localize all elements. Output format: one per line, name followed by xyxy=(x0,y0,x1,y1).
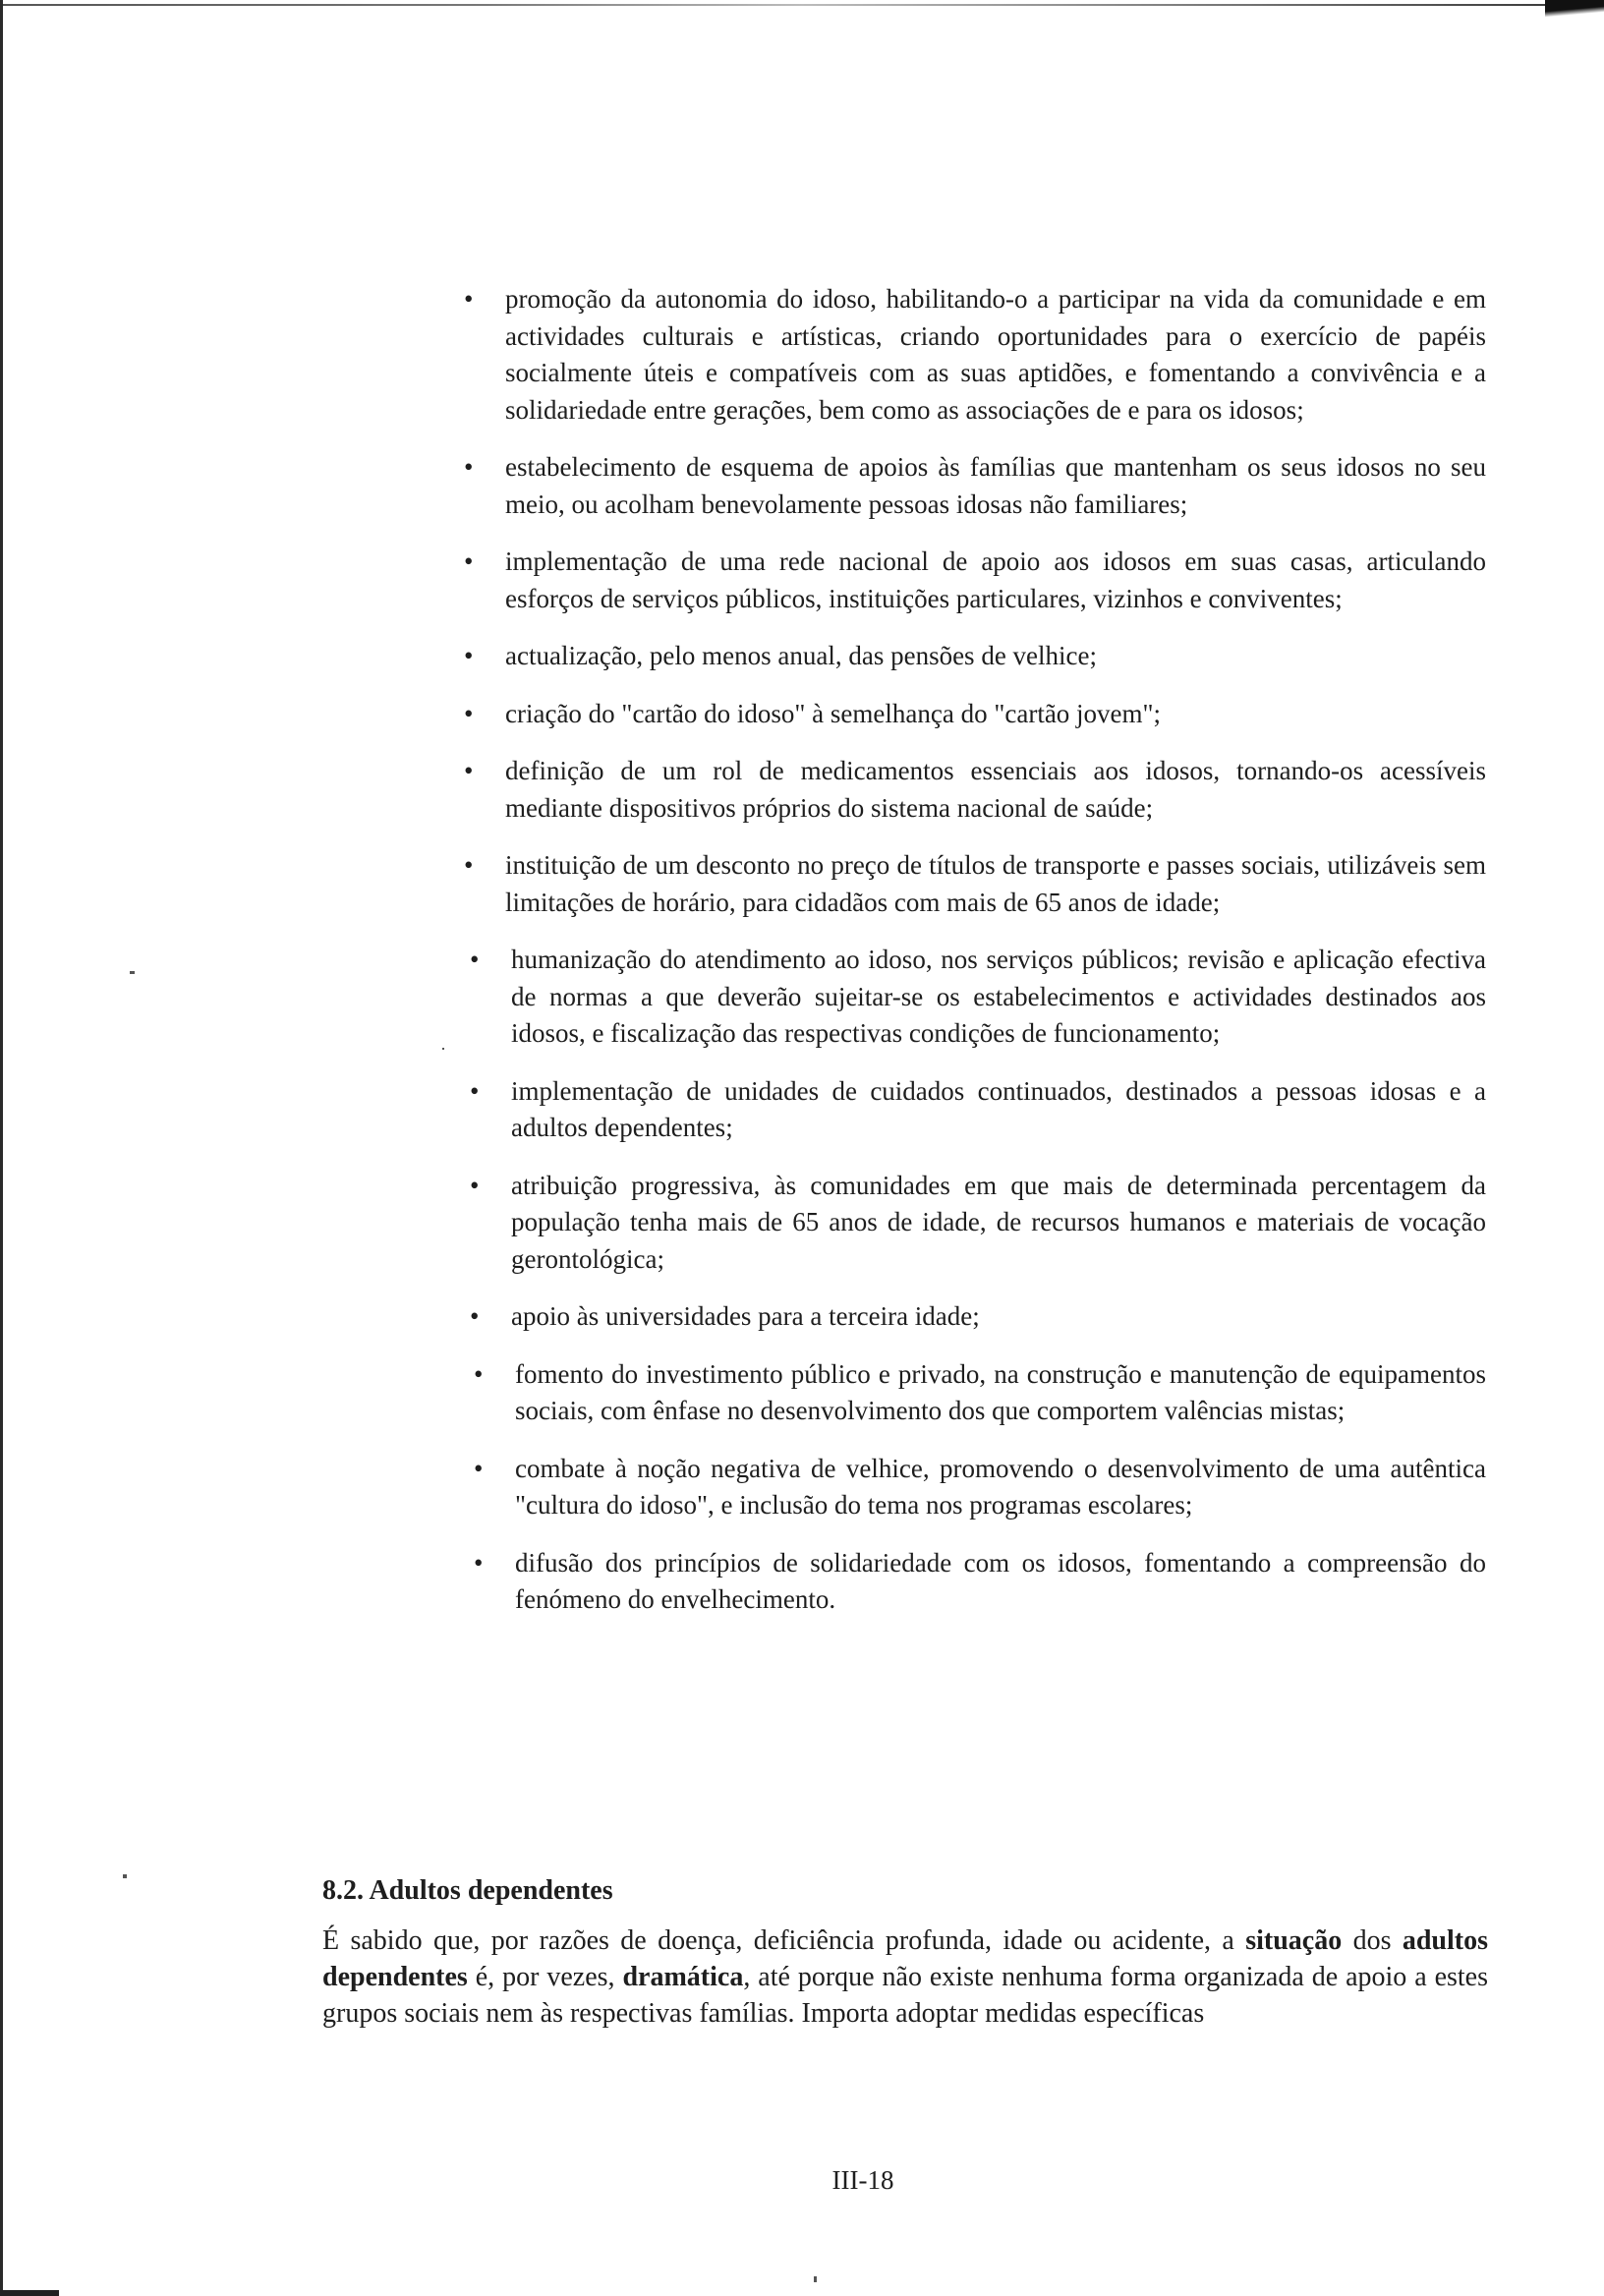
scan-corner-mark xyxy=(1545,0,1604,24)
list-item: • humanização do atendimento ao idoso, nos serviços públicos; revisão e aplicação efectiva de normas a que deverão sujeitar-se os estabelecimentos e actividades destinados aos idosos, e fiscalização das respectivas condições de funcionamento; xyxy=(511,942,1486,1053)
list-item: • implementação de unidades de cuidados continuados, destinados a pessoas idosas e a adultos dependentes; xyxy=(511,1073,1486,1147)
list-item: • criação do "cartão do idoso" à semelhança do "cartão jovem"; xyxy=(505,696,1486,733)
scan-speck xyxy=(130,971,135,974)
section-heading: 8.2. Adultos dependentes xyxy=(322,1875,613,1906)
list-item: • apoio às universidades para a terceira idade; xyxy=(511,1298,1486,1336)
paragraph-emphasis: situação xyxy=(1245,1925,1343,1956)
section-paragraph xyxy=(322,1923,1488,2032)
list-item: • fomento do investimento público e privado, na construção e manutenção de equipamentos sociais, com ênfase no desenvolvimento dos que comportem valências mistas; xyxy=(515,1356,1486,1430)
scan-speck xyxy=(442,1048,444,1050)
paragraph-emphasis: dramática xyxy=(622,1962,744,1992)
list-item: • promoção da autonomia do idoso, habilitando-o a participar na vida da comunidade e em actividades culturais e artísticas, criando oportunidades para o exercício de papéis socialmente úteis e compatíveis com as suas aptidões, e fomentando a convivência e a solidariedade entre gerações, bem como as associações de e para os idosos; xyxy=(505,281,1486,429)
list-item: • instituição de um desconto no preço de títulos de transporte e passes sociais, utilizáveis sem limitações de horário, para cidadãos com mais de 65 anos de idade; xyxy=(505,847,1486,921)
paragraph-text: dos xyxy=(1342,1925,1403,1956)
paragraph-emphasis: adultos dependentes xyxy=(322,1925,1488,1992)
scan-speck xyxy=(814,2276,817,2282)
scan-top-edge xyxy=(0,4,1604,6)
list-item: • definição de um rol de medicamentos essenciais aos idosos, tornando-os acessíveis mediante dispositivos próprios do sistema nacional de saúde; xyxy=(505,753,1486,827)
measures-list xyxy=(460,281,1486,1639)
scan-speck xyxy=(123,1874,127,1878)
list-item: • atribuição progressiva, às comunidades em que mais de determinada percentagem da população tenha mais de 65 anos de idade, de recursos humanos e materiais de vocação gerontológica; xyxy=(511,1168,1486,1279)
list-item: • implementação de uma rede nacional de apoio aos idosos em suas casas, articulando esforços de serviços públicos, instituições particulares, vizinhos e conviventes; xyxy=(505,544,1486,617)
list-item: • estabelecimento de esquema de apoios às famílias que mantenham os seus idosos no seu meio, ou acolham benevolamente pessoas idosas não familiares; xyxy=(505,449,1486,523)
list-item: • combate à noção negativa de velhice, promovendo o desenvolvimento de uma autêntica "cultura do idoso", e inclusão do tema nos programas escolares; xyxy=(515,1451,1486,1524)
list-item: • difusão dos princípios de solidariedade com os idosos, fomentando a compreensão do fenómeno do envelhecimento. xyxy=(515,1545,1486,1619)
scan-bottom-mark xyxy=(0,2290,59,2296)
paragraph-text: , até porque não existe nenhuma forma organizada de apoio a estes grupos sociais nem às respectivas famílias. Importa adoptar medidas específicas xyxy=(322,1962,1488,2029)
page-number: III-18 xyxy=(831,2165,894,2195)
list-item: • actualização, pelo menos anual, das pensões de velhice; xyxy=(505,638,1486,675)
scan-left-edge xyxy=(0,0,3,2296)
paragraph-text: é, por vezes, xyxy=(467,1962,623,1992)
paragraph-text: É sabido que, por razões de doença, deficiência profunda, idade ou acidente, a xyxy=(322,1925,1246,1956)
